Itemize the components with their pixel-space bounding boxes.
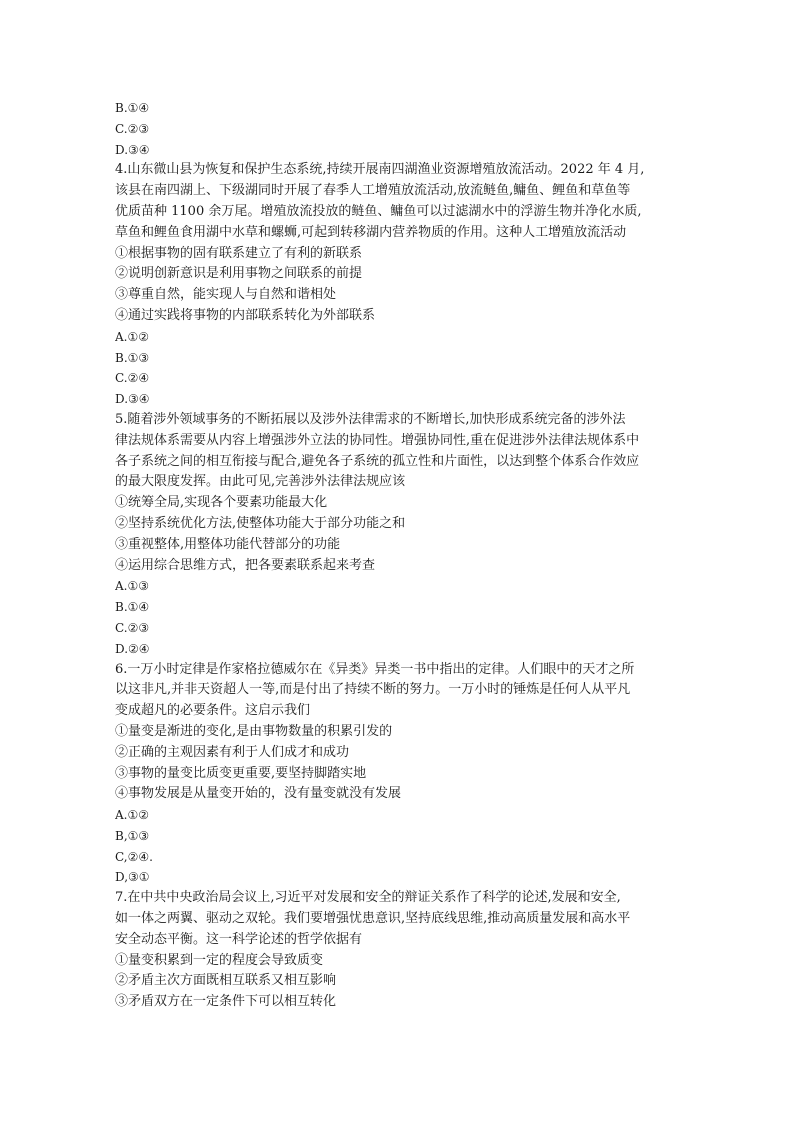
q4-item: ②说明创新意识是利用事物之间联系的前提	[115, 266, 363, 282]
q5-item: ③重视整体,用整体功能代替部分的功能	[115, 536, 341, 552]
q5-stem-line: 5.随着涉外领域事务的不断拓展以及涉外法律需求的不断增长,加快形成系统完备的涉外法	[115, 411, 626, 427]
q4-option-b: B.①③	[115, 350, 150, 365]
q6-option-d: D,③①	[115, 870, 150, 885]
q6-option-a: A.①②	[115, 808, 149, 823]
q6-item: ③事物的量变比质变更重要,要坚持脚踏实地	[115, 765, 367, 781]
q7-item: ②矛盾主次方面既相互联系又相互影响	[115, 973, 337, 989]
q7-stem-line: 安全动态平衡。这一科学论述的哲学依据有	[115, 931, 363, 947]
q7-item: ③矛盾双方在一定条件下可以相互转化	[115, 994, 337, 1010]
q4-stem-line: 草鱼和鲤鱼食用湖中水草和螺蛳,可起到转移湖内营养物质的作用。这种人工增殖放流活动	[115, 224, 627, 240]
q6-stem-line: 变成超凡的必要条件。这启示我们	[115, 703, 311, 719]
q4-item: ④通过实践将事物的内部联系转化为外部联系	[115, 307, 376, 323]
q6-stem-line: 6.一万小时定律是作家格拉德威尔在《异类》异类一书中指出的定律。人们眼中的天才之所	[115, 661, 635, 677]
question-6	[115, 660, 685, 889]
q6-option-b: B,①③	[115, 828, 150, 843]
q6-item: ②正确的主观因素有利于人们成才和成功	[115, 744, 350, 760]
q7-item: ①量变积累到一定的程度会导致质变	[115, 952, 324, 968]
q6-item: ①量变是渐进的变化,是由事物数量的积累引发的	[115, 723, 393, 739]
q4-item: ③尊重自然，能实现人与自然和谐相处	[115, 287, 337, 303]
q4-option-c: C.②④	[115, 371, 150, 386]
q5-item: ②坚持系统优化方法,使整体功能大于部分功能之和	[115, 515, 406, 531]
q4-item: ①根据事物的固有联系建立了有利的新联系	[115, 245, 363, 261]
prev-option-d: D.③④	[115, 142, 150, 157]
prev-option-c: C.②③	[115, 121, 150, 136]
question-5	[115, 410, 685, 660]
q7-stem-line: 如一体之两翼、驱动之双轮。我们要增强忧患意识,坚持底线思维,推动高质量发展和高水平	[115, 911, 631, 927]
q6-item: ④事物发展是从量变开始的，没有量变就没有发展	[115, 786, 402, 802]
q4-stem-line: 该县在南四湖上、下级湖同时开展了春季人工增殖放流活动,放流鲢鱼,鳙鱼、鲤鱼和草鱼等	[115, 183, 631, 199]
q4-stem-line: 优质苗种 1100 余万尾。增殖放流投放的鲢鱼、鳙鱼可以过滤湖水中的浮游生物并净化水质,	[115, 203, 642, 219]
q4-option-d: D.③④	[115, 392, 150, 407]
q5-item: ④运用综合思维方式，把各要素联系起来考查	[115, 557, 376, 573]
question-7	[115, 888, 685, 1013]
q4-stem-line: 4.山东微山县为恢复和保护生态系统,持续开展南四湖渔业资源增殖放流活动。2022 年 4 月,	[115, 162, 645, 178]
q5-option-a: A.①③	[115, 579, 149, 594]
q5-item: ①统筹全局,实现各个要素功能最大化	[115, 495, 328, 511]
prev-option-b: B.①④	[115, 101, 150, 115]
q5-option-d: D.②④	[115, 641, 150, 656]
q5-stem-line: 各子系统之间的相互衔接与配合,避免各子系统的孤立性和片面性，以达到整个体系合作效应	[115, 453, 640, 469]
q4-option-a: A.①②	[115, 329, 149, 344]
q6-stem-line: 以这非凡,并非天资超人一等,而是付出了持续不断的努力。一万小时的锤炼是任何人从平凡	[115, 682, 631, 698]
exam-page	[115, 98, 685, 1013]
q6-option-c: C,②④.	[115, 849, 153, 864]
q5-stem-line: 律法规体系需要从内容上增强涉外立法的协同性。增强协同性,重在促进涉外法律法规体系中	[115, 432, 640, 448]
question-4	[115, 160, 685, 410]
q5-stem-line: 的最大限度发挥。由此可见,完善涉外法律法规应该	[115, 474, 406, 490]
q7-stem-line: 7.在中共中央政治局会议上,习近平对发展和安全的辩证关系作了科学的论述,发展和安全,	[115, 890, 621, 906]
q5-option-c: C.②③	[115, 620, 150, 635]
q5-option-b: B.①④	[115, 600, 150, 615]
